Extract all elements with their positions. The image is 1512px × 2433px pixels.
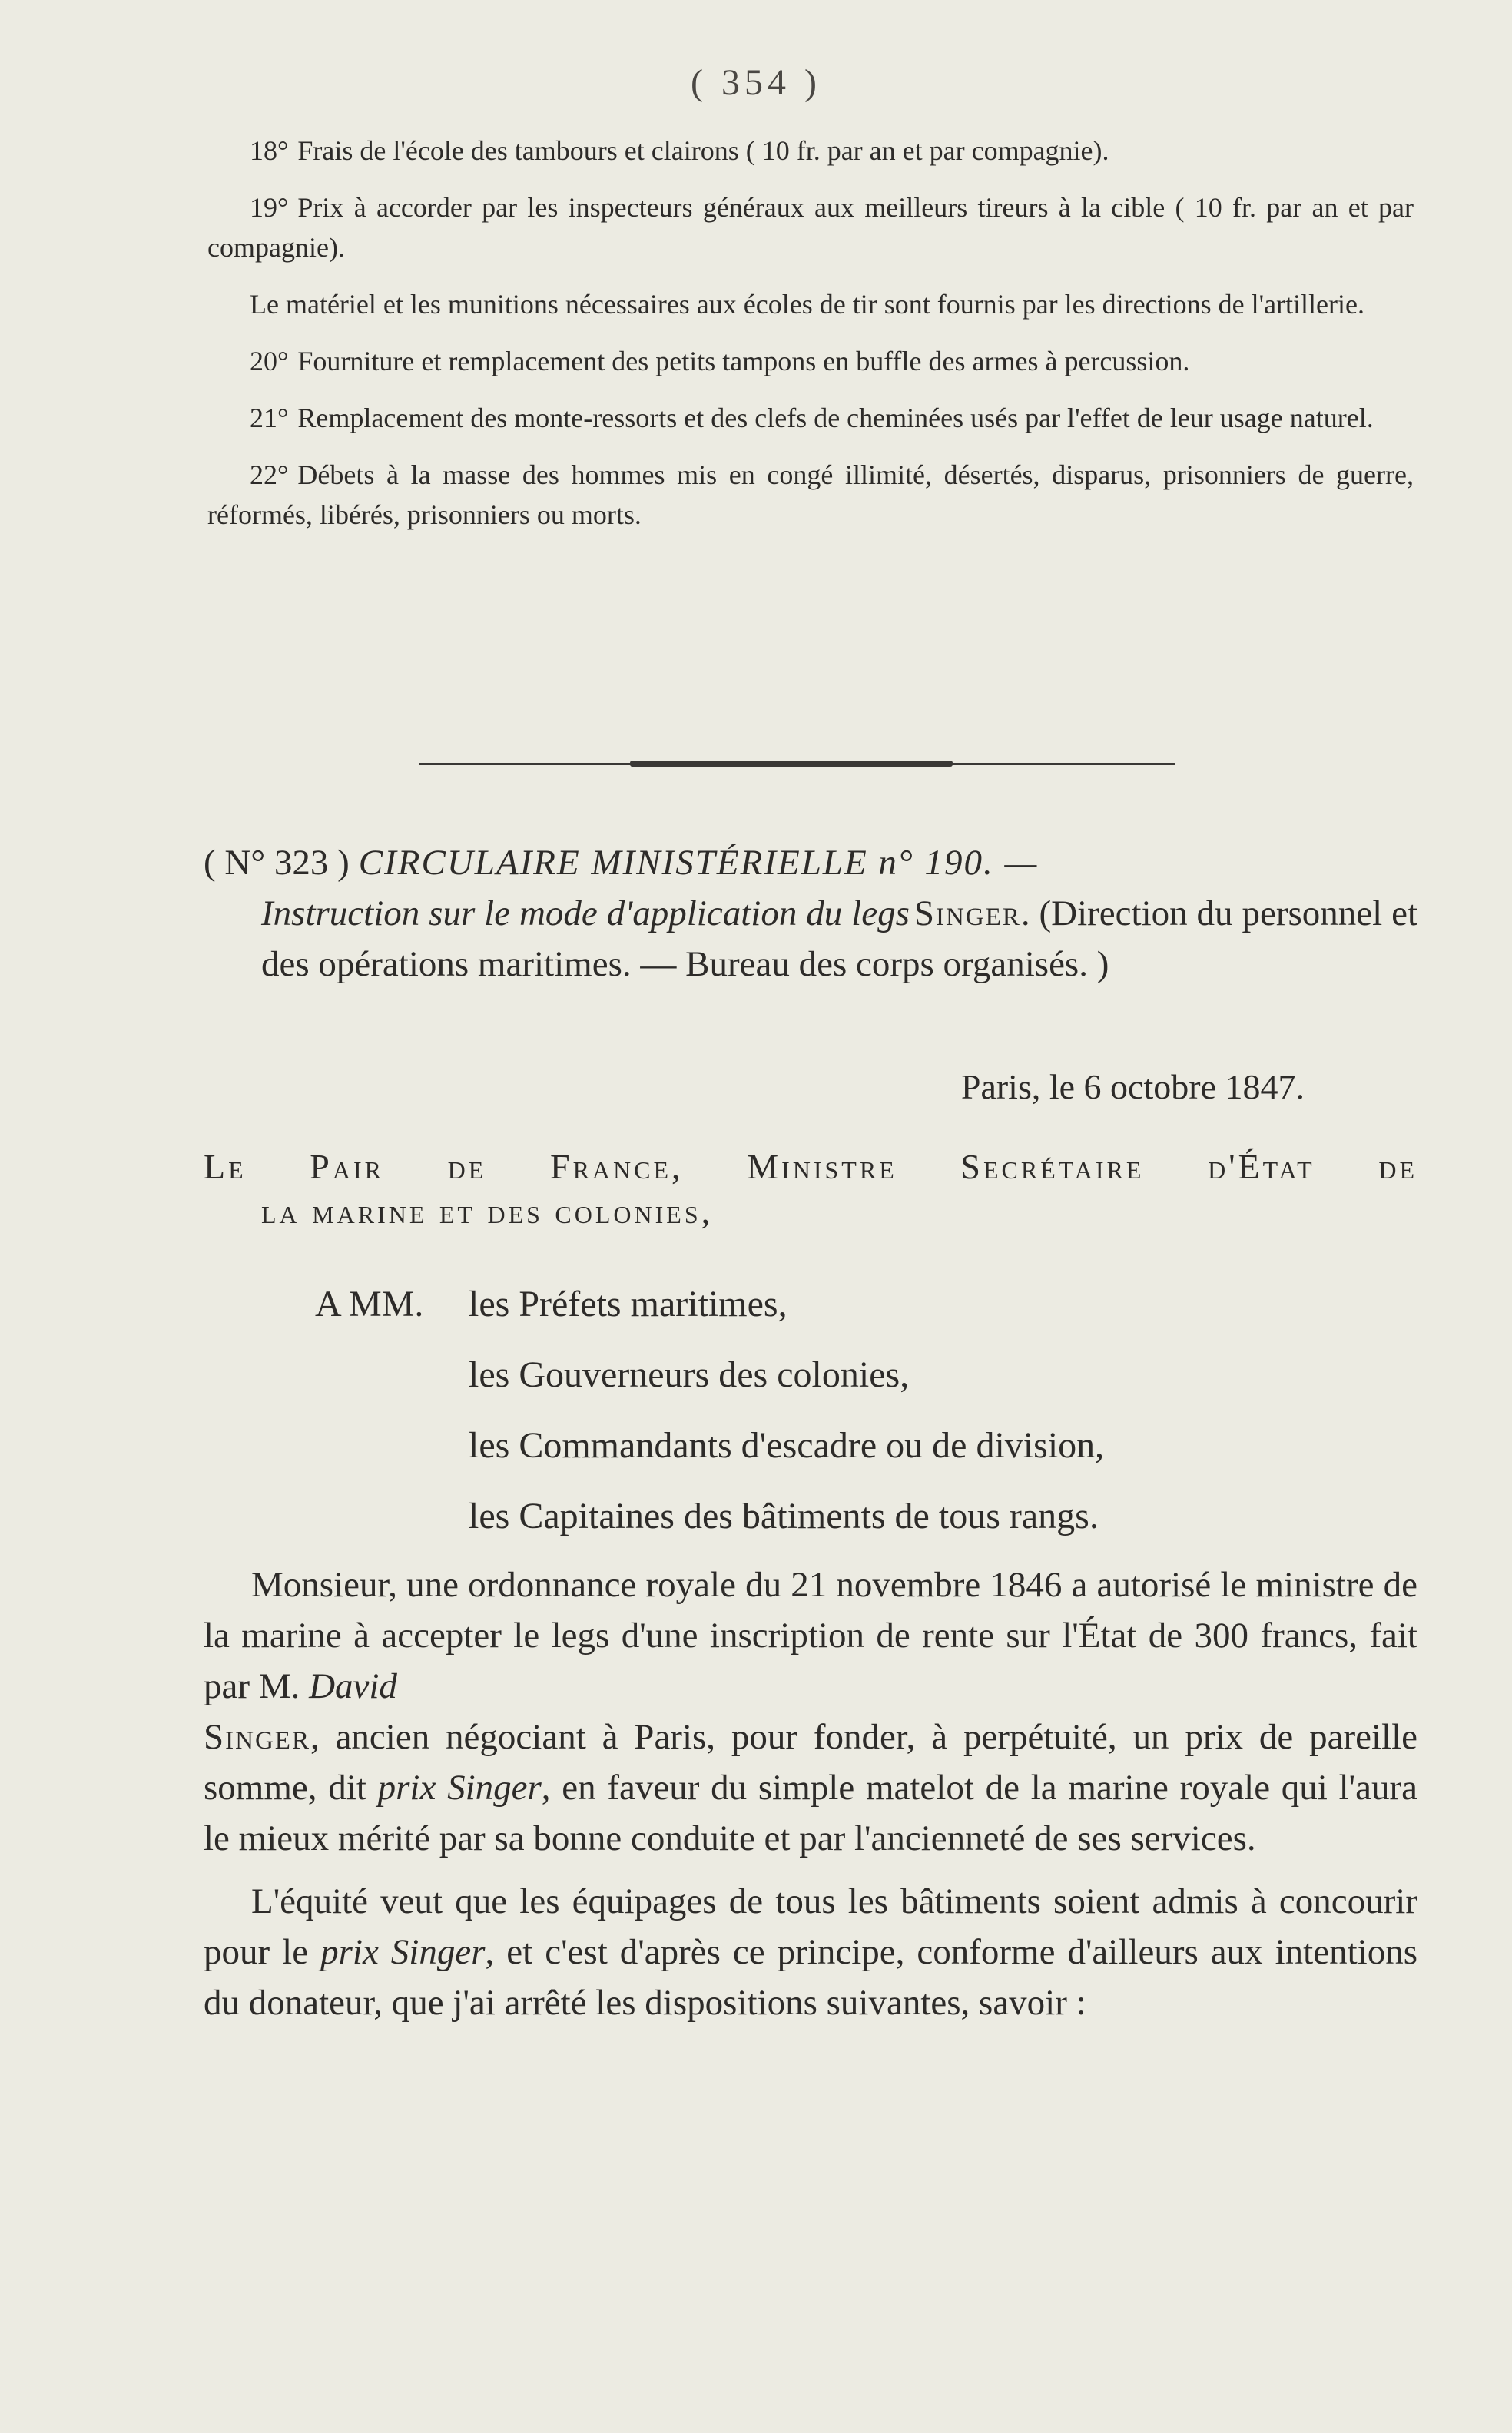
letter-body [204,1560,1418,2040]
sender [204,1145,1418,1234]
list-item-label: 18° [250,135,289,166]
circular-number: ( N° 323 ) [204,843,350,883]
list-item [207,398,1414,438]
donor-first-name: David [309,1666,397,1706]
addressee-prefix: A MM. [315,1284,424,1324]
addressees [315,1269,1104,1552]
instruction-text: Instruction sur le mode d'application du legs [261,893,910,933]
list-item-label: 22° [250,459,289,490]
expense-list [207,131,1414,552]
page-number: ( 354 ) [691,62,821,103]
list-note [207,284,1414,324]
list-item-text: Remplacement des monte-ressorts et des clefs de cheminées usés par l'effet de leur usage naturel. [297,403,1374,433]
direction-text: . (Direction du personnel et des opérations maritimes. — Bureau des corps organisés. ) [261,893,1418,984]
circular-subject [204,888,1418,989]
legs-name: Singer [914,893,1021,933]
paragraph: Monsieur, une ordonnance royale du 21 novembre 1846 a autorisé le ministre de la marine à accepter le legs d'une inscription de rente sur l'État de 300 francs, fait par M. David Singer, ancien négociant à Paris, pour fonder, à perpétuité, un prix de pareille somme, dit prix Singer, en faveur du simple matelot de la marine royale qui l'aura le mieux mérité par sa bonne conduite et par l'ancienneté de ses services. [204,1565,1418,1858]
list-item-text: Fourniture et remplacement des petits tampons en buffle des armes à percussion. [297,346,1190,376]
list-item-label: 21° [250,403,289,433]
prize-name: prix Singer [377,1768,542,1808]
list-item-text: Débets à la masse des hommes mis en congé illimité, désertés, disparus, prisonniers de guerre, réformés, libérés, prisonniers ou morts. [207,459,1414,530]
addressee-line: les Gouverneurs des colonies, [469,1354,910,1395]
list-item [207,341,1414,381]
list-item-label: 20° [250,346,289,376]
list-item [207,455,1414,535]
list-item-label: 19° [250,192,289,223]
circular-heading [204,837,1418,989]
list-item [207,131,1414,171]
addressee-line: les Commandants d'escadre ou de division, [469,1425,1105,1466]
list-item [207,187,1414,267]
circular-title: CIRCULAIRE MINISTÉRIELLE n° 190. — [358,843,1039,883]
list-item-text: Frais de l'école des tambours et clairons ( 10 fr. par an et par compagnie). [297,135,1109,166]
sender-line-2: la marine et des colonies, [261,1192,714,1231]
donor-last-name: Singer [204,1717,310,1757]
section-divider-ornament [630,761,953,767]
letter-date: Paris, le 6 octobre 1847. [960,1067,1305,1106]
paragraph: L'équité veut que les équipages de tous les bâtiments soient admis à concourir pour le prix Singer, et c'est d'après ce principe, conforme d'ailleurs aux intentions du donateur, que j'ai arrêté les dispositions suivantes, savoir : [204,1881,1418,2023]
addressee-line: les Capitaines des bâtiments de tous rangs. [469,1496,1099,1536]
sender-line-1: Le Pair de France, Ministre Secrétaire d'État de [204,1147,1418,1186]
addressee-line: A MM. les Préfets maritimes, [315,1269,1104,1340]
list-item-text: Prix à accorder par les inspecteurs généraux aux meilleurs tireurs à la cible ( 10 fr. par an et par compagnie). [207,192,1414,263]
list-item-text: Le matériel et les munitions nécessaires aux écoles de tir sont fournis par les directions de l'artillerie. [250,289,1365,320]
prize-name: prix Singer [320,1932,486,1972]
